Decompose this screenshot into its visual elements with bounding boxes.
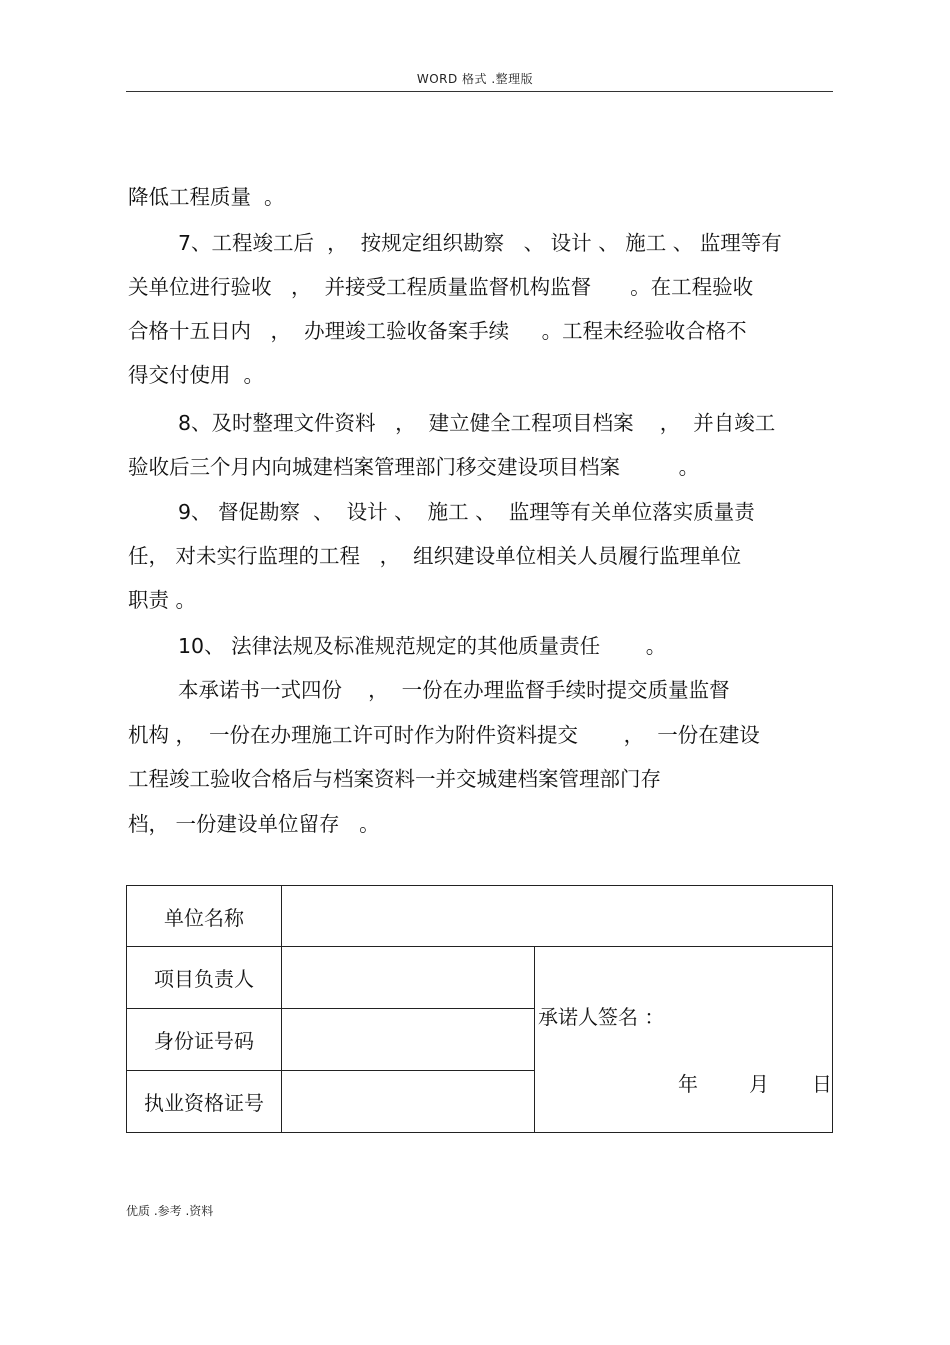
- text-line-6: 8、及时整理文件资料 ， 建立健全工程项目档案 ， 并自竣工: [178, 411, 776, 435]
- header-divider: [126, 91, 833, 92]
- unit-name-field[interactable]: [282, 886, 833, 947]
- text-line-3: 关单位进行验收 ， 并接受工程质量监督机构监督 。在工程验收: [128, 275, 754, 299]
- text-line-10: 职责 。: [128, 588, 197, 612]
- text-line-9: 任， 对未实行监理的工程 ， 组织建设单位相关人员履行监理单位: [128, 544, 742, 568]
- signature-cell[interactable]: [535, 947, 833, 1133]
- id-number-label: 身份证号码: [127, 1009, 282, 1071]
- commitment-info-table: [126, 885, 833, 1133]
- text-line-8: 9、 督促勘察 、 设计 、 施工 、 监理等有关单位落实质量责: [178, 500, 755, 524]
- text-line-4: 合格十五日内 ， 办理竣工验收备案手续 。工程未经验收合格不: [128, 319, 747, 343]
- date-day-label: 日: [812, 1072, 832, 1096]
- text-line-5: 得交付使用 。: [128, 363, 265, 387]
- text-line-2: 7、工程竣工后 ， 按规定组织勘察 、 设计 、 施工 、 监理等有: [178, 231, 782, 255]
- qualification-number-label: 执业资格证号: [127, 1071, 282, 1133]
- text-line-1: 降低工程质量 。: [128, 185, 285, 209]
- text-line-15: 档， 一份建设单位留存 。: [128, 812, 380, 836]
- date-year-label: 年: [678, 1072, 698, 1096]
- unit-name-label: 单位名称: [127, 886, 282, 947]
- text-line-13: 机构 ， 一份在办理施工许可时作为附件资料提交 ， 一份在建设: [128, 723, 760, 747]
- qualification-number-field[interactable]: [282, 1071, 535, 1133]
- text-line-14: 工程竣工验收合格后与档案资料一并交城建档案管理部门存: [128, 767, 661, 791]
- date-month-label: 月: [749, 1072, 769, 1096]
- page-footer: 优质 .参考 .资料: [126, 1204, 214, 1218]
- text-line-12: 本承诺书一式四份 ， 一份在办理监督手续时提交质量监督: [178, 678, 730, 702]
- text-line-7: 验收后三个月内向城建档案管理部门移交建设项目档案 。: [128, 455, 700, 479]
- text-line-11: 10、 法律法规及标准规范规定的其他质量责任 。: [178, 634, 667, 658]
- signature-label: 承诺人签名 ：: [538, 1005, 665, 1029]
- page-header: WORD 格式 .整理版: [416, 72, 534, 86]
- id-number-field[interactable]: [282, 1009, 535, 1071]
- project-leader-label: 项目负责人: [127, 947, 282, 1009]
- project-leader-field[interactable]: [282, 947, 535, 1009]
